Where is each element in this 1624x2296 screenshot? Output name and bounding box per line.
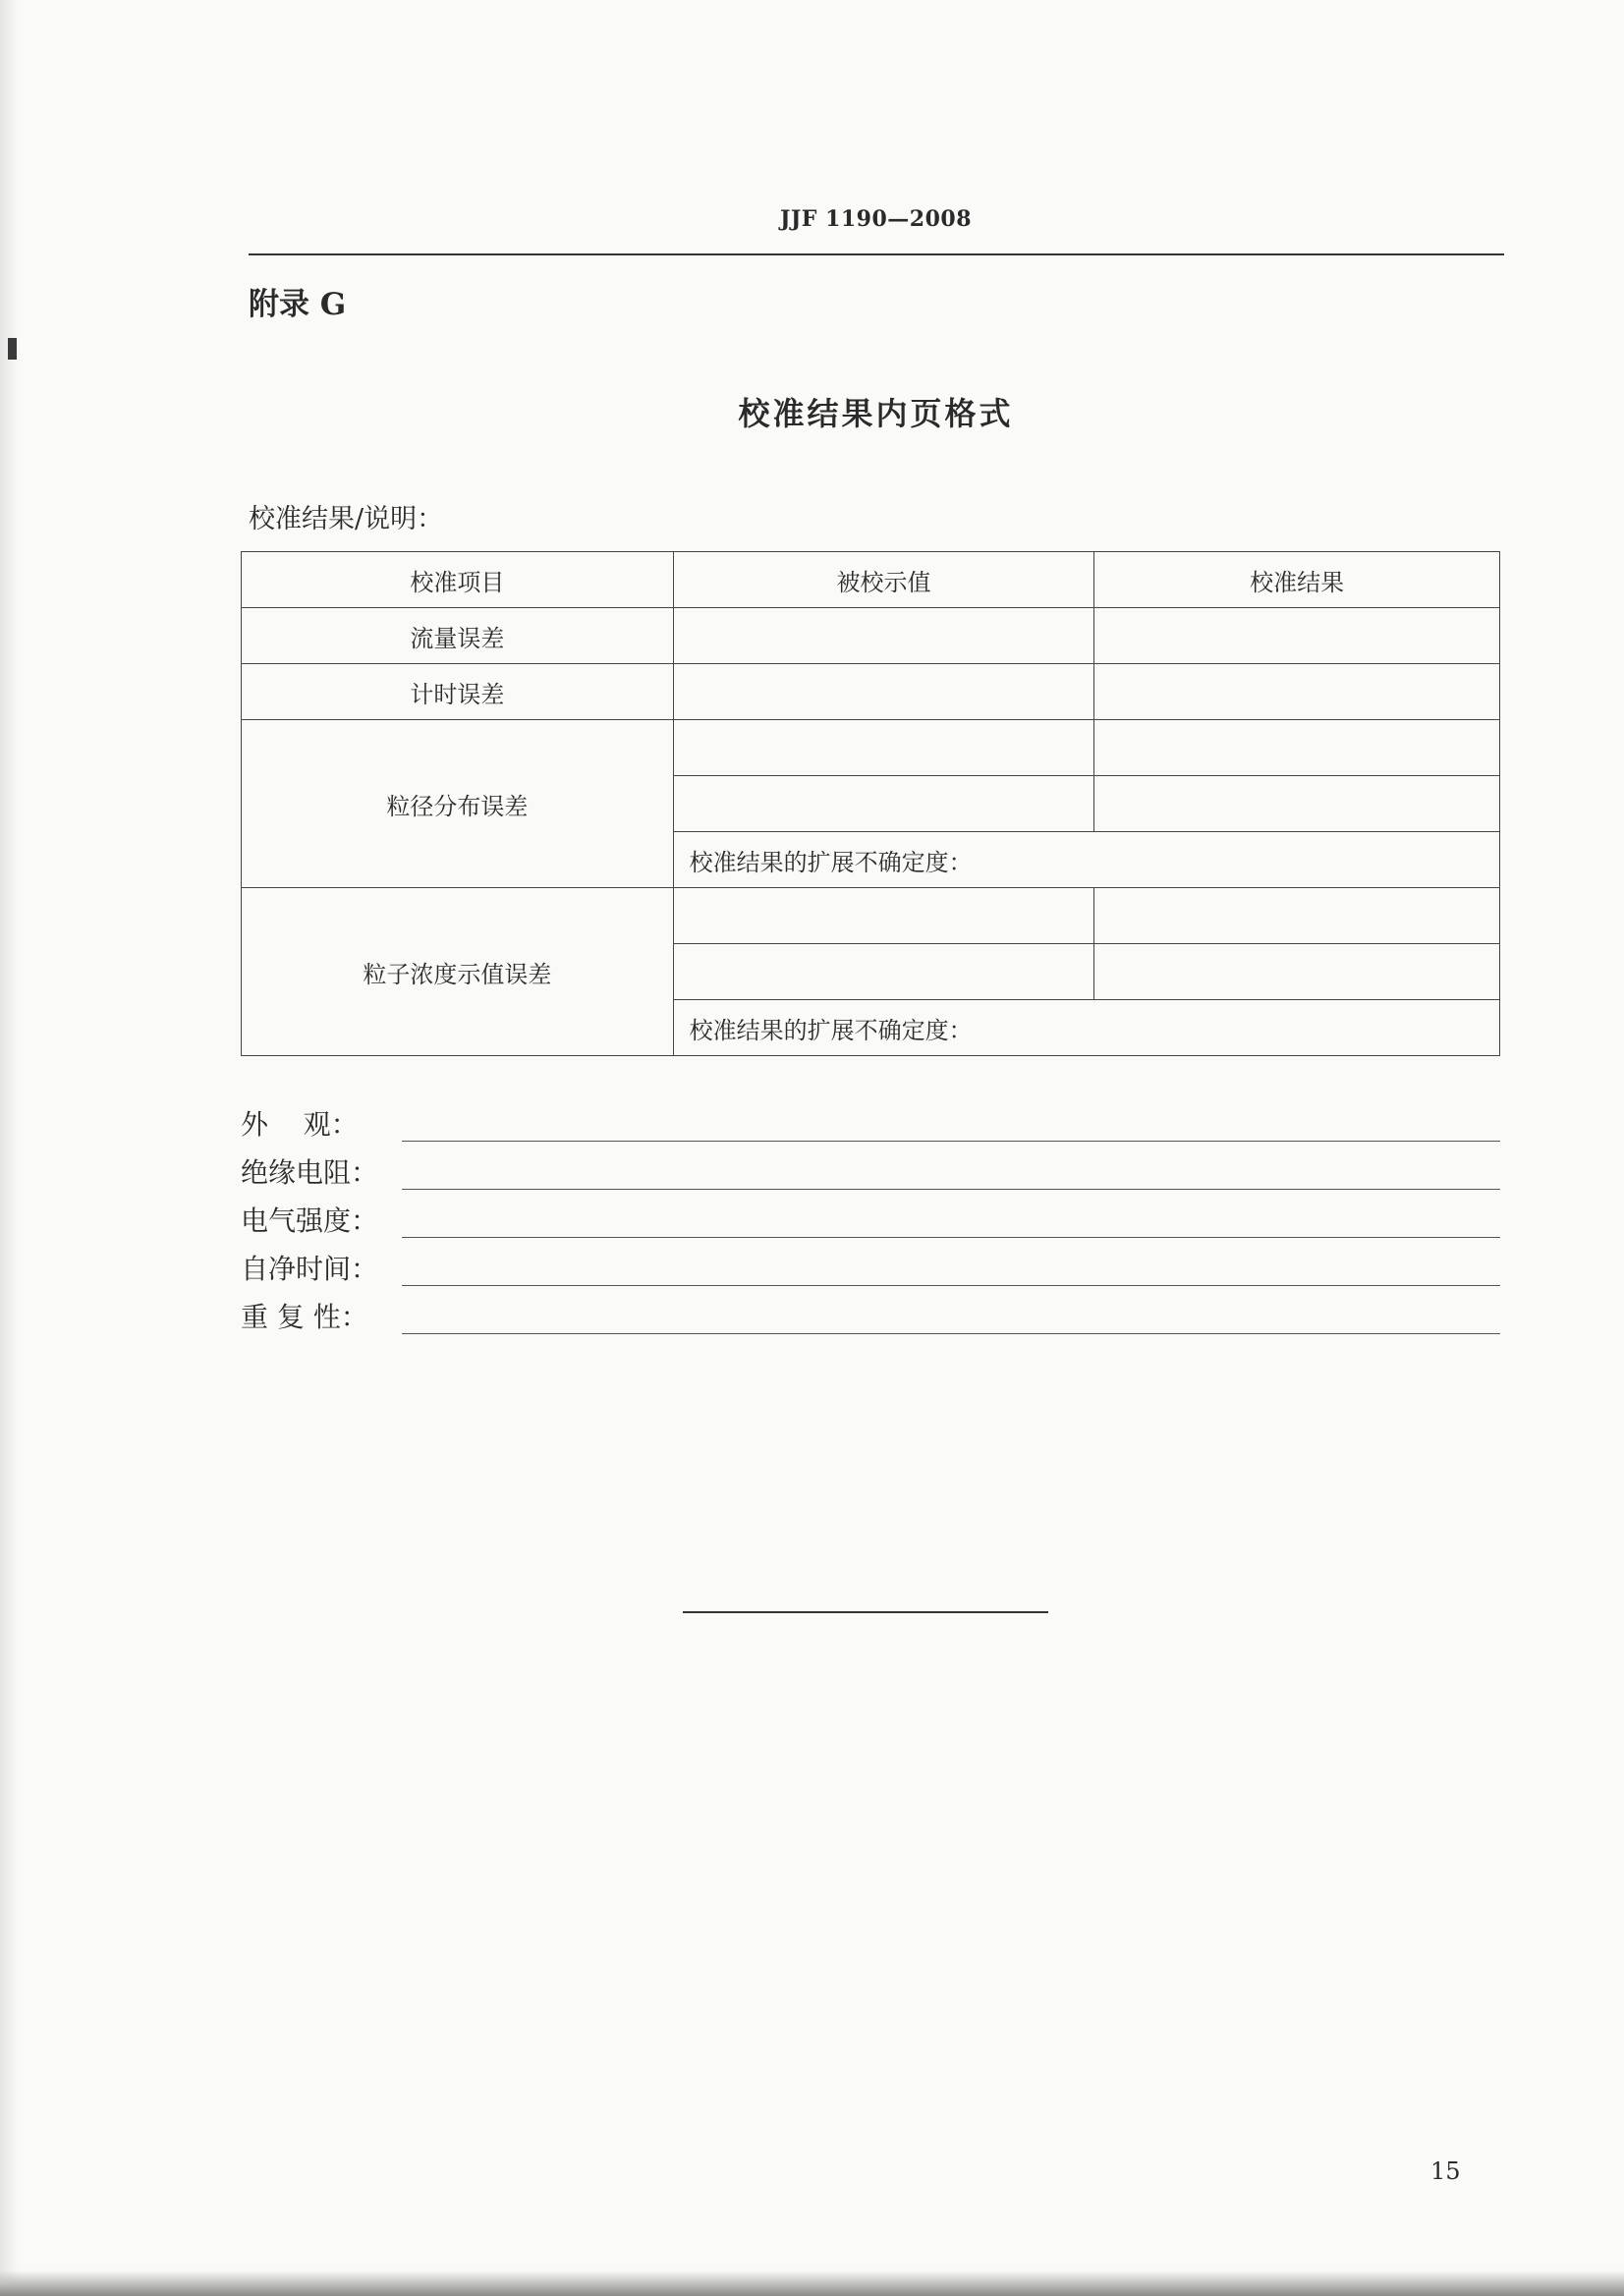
end-of-document-rule <box>683 1611 1048 1613</box>
blank-cell <box>1094 944 1500 1000</box>
row-label-size-distribution-error: 粒径分布误差 <box>242 720 674 888</box>
blank-cell <box>1094 776 1500 832</box>
fill-in-line[interactable] <box>402 1256 1500 1286</box>
appendix-label: 附录 G <box>249 287 347 322</box>
field-label: 自净时间： <box>241 1253 379 1285</box>
row-label-timing-error: 计时误差 <box>242 664 674 720</box>
field-label: 重 复 性： <box>241 1301 368 1333</box>
fill-in-line[interactable] <box>402 1111 1500 1142</box>
blank-cell <box>1094 664 1500 720</box>
blank-cell <box>673 944 1094 1000</box>
field-repeatability <box>241 1286 1500 1334</box>
field-self-cleaning-time <box>241 1238 1500 1286</box>
field-label: 电气强度： <box>241 1204 379 1237</box>
inspection-fields <box>241 1093 1500 1334</box>
row-label-concentration-error: 粒子浓度示值误差 <box>242 888 674 1056</box>
table-row <box>242 664 1500 720</box>
fill-in-line[interactable] <box>402 1207 1500 1238</box>
blank-cell <box>673 664 1094 720</box>
blank-cell <box>673 720 1094 776</box>
field-dielectric-strength <box>241 1190 1500 1238</box>
field-label: 绝缘电阻： <box>241 1156 379 1189</box>
page-number: 15 <box>1430 2157 1461 2185</box>
blank-cell <box>1094 720 1500 776</box>
scan-artifact-mark <box>8 338 17 360</box>
row-label-flow-error: 流量误差 <box>242 608 674 664</box>
blank-cell <box>673 608 1094 664</box>
results-label: 校准结果/说明： <box>249 504 444 534</box>
standard-code: JJF 1190—2008 <box>779 206 973 232</box>
blank-cell <box>1094 888 1500 944</box>
table-row <box>242 720 1500 776</box>
header-item: 校准项目 <box>242 552 674 608</box>
fill-in-line[interactable] <box>402 1159 1500 1190</box>
header-calibration-result: 校准结果 <box>1094 552 1500 608</box>
page-title: 校准结果内页格式 <box>738 395 1014 432</box>
blank-cell <box>1094 608 1500 664</box>
scan-bottom-shadow <box>0 2270 1624 2296</box>
calibration-results-table <box>241 551 1500 1056</box>
table-row <box>242 608 1500 664</box>
header-rule <box>249 253 1504 255</box>
fill-in-line[interactable] <box>402 1304 1500 1334</box>
table-header-row <box>242 552 1500 608</box>
blank-cell <box>673 888 1094 944</box>
header-indicated-value: 被校示值 <box>673 552 1094 608</box>
field-insulation-resistance <box>241 1142 1500 1190</box>
table-row <box>242 888 1500 944</box>
field-appearance <box>241 1093 1500 1142</box>
uncertainty-cell: 校准结果的扩展不确定度： <box>673 1000 1499 1056</box>
blank-cell <box>673 776 1094 832</box>
uncertainty-cell: 校准结果的扩展不确定度： <box>673 832 1499 888</box>
field-label: 外 观： <box>241 1108 359 1141</box>
